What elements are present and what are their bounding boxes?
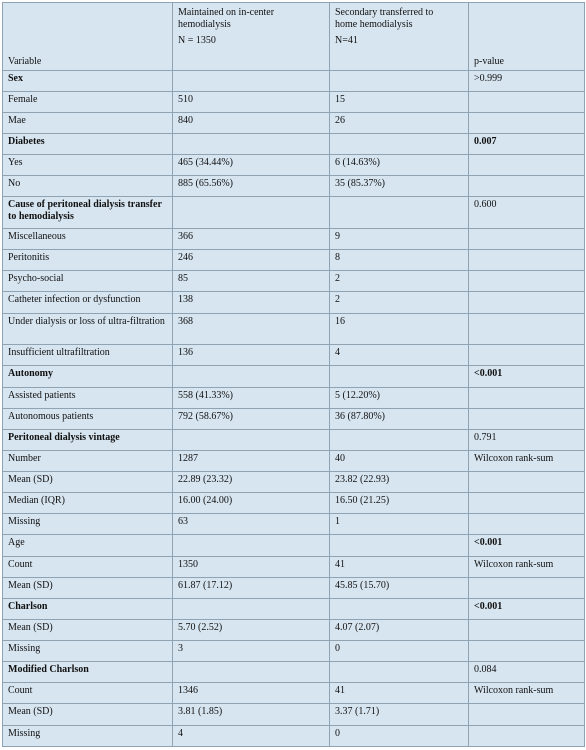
- row-label: Median (IQR): [3, 493, 173, 514]
- table-row: [3, 535, 585, 556]
- in-center-value: 510: [173, 91, 330, 112]
- p-value: <0.001: [469, 598, 585, 619]
- in-center-value: 1287: [173, 450, 330, 471]
- table-row: [3, 725, 585, 746]
- home-value: 23.82 (22.93): [330, 472, 469, 493]
- p-value: [469, 619, 585, 640]
- p-value: [469, 250, 585, 271]
- row-label: Peritoneal dialysis vintage: [3, 429, 173, 450]
- in-center-value: [173, 197, 330, 229]
- row-label: Mean (SD): [3, 704, 173, 725]
- p-value: [469, 292, 585, 313]
- in-center-value: 63: [173, 514, 330, 535]
- p-value: [469, 155, 585, 176]
- row-label: Yes: [3, 155, 173, 176]
- p-value: [469, 577, 585, 598]
- p-value: [469, 91, 585, 112]
- p-value: 0.791: [469, 429, 585, 450]
- in-center-value: 16.00 (24.00): [173, 493, 330, 514]
- row-label: Under dialysis or loss of ultra-filtration: [3, 313, 173, 345]
- row-label: Autonomy: [3, 366, 173, 387]
- p-value: Wilcoxon rank-sum: [469, 556, 585, 577]
- row-label: Count: [3, 683, 173, 704]
- row-label: Female: [3, 91, 173, 112]
- header-pvalue: [469, 3, 585, 71]
- p-value: [469, 345, 585, 366]
- row-label: Count: [3, 556, 173, 577]
- in-center-value: 465 (34.44%): [173, 155, 330, 176]
- row-label: Psycho-social: [3, 271, 173, 292]
- row-label: Miscellaneous: [3, 229, 173, 250]
- home-value: 2: [330, 292, 469, 313]
- header-row: [3, 3, 585, 71]
- home-value: [330, 366, 469, 387]
- in-center-value: 5.70 (2.52): [173, 619, 330, 640]
- in-center-value: 85: [173, 271, 330, 292]
- p-value: Wilcoxon rank-sum: [469, 450, 585, 471]
- in-center-value: 1346: [173, 683, 330, 704]
- table-row: [3, 704, 585, 725]
- in-center-value: 246: [173, 250, 330, 271]
- home-value: 1: [330, 514, 469, 535]
- in-center-value: 136: [173, 345, 330, 366]
- p-value: 0.600: [469, 197, 585, 229]
- table-row: [3, 197, 585, 229]
- table-row: [3, 556, 585, 577]
- p-value: [469, 271, 585, 292]
- p-value: [469, 112, 585, 133]
- table-row: [3, 450, 585, 471]
- in-center-value: [173, 598, 330, 619]
- row-label: Autonomous patients: [3, 408, 173, 429]
- table-row: [3, 134, 585, 155]
- header-col-in-center: [173, 3, 330, 71]
- row-label: Missing: [3, 725, 173, 746]
- home-value: [330, 197, 469, 229]
- row-label: Age: [3, 535, 173, 556]
- p-value: [469, 313, 585, 345]
- row-label: Diabetes: [3, 134, 173, 155]
- home-value: [330, 429, 469, 450]
- home-value: 0: [330, 641, 469, 662]
- row-label: Cause of peritoneal dialysis transfer to hemodialysis: [3, 197, 173, 229]
- row-label: Missing: [3, 641, 173, 662]
- table-row: [3, 250, 585, 271]
- in-center-value: 61.87 (17.12): [173, 577, 330, 598]
- table-row: [3, 514, 585, 535]
- p-value: [469, 641, 585, 662]
- row-label: Mean (SD): [3, 619, 173, 640]
- table-row: [3, 229, 585, 250]
- p-value: [469, 725, 585, 746]
- home-value: 3.37 (1.71): [330, 704, 469, 725]
- table-row: [3, 345, 585, 366]
- home-value: 16: [330, 313, 469, 345]
- table-row: [3, 366, 585, 387]
- p-value: [469, 514, 585, 535]
- p-value: [469, 176, 585, 197]
- home-value: 16.50 (21.25): [330, 493, 469, 514]
- row-label: Mae: [3, 112, 173, 133]
- home-value: [330, 598, 469, 619]
- p-value: 0.007: [469, 134, 585, 155]
- p-value: [469, 229, 585, 250]
- in-center-value: 138: [173, 292, 330, 313]
- p-value: <0.001: [469, 535, 585, 556]
- home-value: [330, 134, 469, 155]
- header-col1-n: N = 1350: [178, 35, 216, 46]
- home-value: 35 (85.37%): [330, 176, 469, 197]
- home-value: 6 (14.63%): [330, 155, 469, 176]
- home-value: 0: [330, 725, 469, 746]
- p-value: [469, 387, 585, 408]
- table-row: [3, 472, 585, 493]
- home-value: 4.07 (2.07): [330, 619, 469, 640]
- home-value: 8: [330, 250, 469, 271]
- p-value: [469, 493, 585, 514]
- table-row: [3, 70, 585, 91]
- table-row: [3, 641, 585, 662]
- home-value: [330, 70, 469, 91]
- table-row: [3, 429, 585, 450]
- in-center-value: [173, 535, 330, 556]
- home-value: 41: [330, 683, 469, 704]
- home-value: 4: [330, 345, 469, 366]
- home-value: 15: [330, 91, 469, 112]
- header-col2-line2: home hemodialysis: [335, 19, 413, 30]
- in-center-value: 368: [173, 313, 330, 345]
- table-row: [3, 493, 585, 514]
- table-row: [3, 408, 585, 429]
- p-value: [469, 408, 585, 429]
- table-row: [3, 662, 585, 683]
- table-row: [3, 577, 585, 598]
- row-label: Catheter infection or dysfunction: [3, 292, 173, 313]
- home-value: 26: [330, 112, 469, 133]
- home-value: 40: [330, 450, 469, 471]
- row-label: Number: [3, 450, 173, 471]
- home-value: 36 (87.80%): [330, 408, 469, 429]
- in-center-value: 366: [173, 229, 330, 250]
- in-center-value: [173, 70, 330, 91]
- row-label: Mean (SD): [3, 577, 173, 598]
- header-col1-line1: Maintained on in-center: [178, 7, 275, 18]
- in-center-value: [173, 429, 330, 450]
- in-center-value: 4: [173, 725, 330, 746]
- row-label: Missing: [3, 514, 173, 535]
- p-value: <0.001: [469, 366, 585, 387]
- home-value: 45.85 (15.70): [330, 577, 469, 598]
- in-center-value: 1350: [173, 556, 330, 577]
- table-row: [3, 619, 585, 640]
- p-value: [469, 704, 585, 725]
- row-label: Mean (SD): [3, 472, 173, 493]
- row-label: Modified Charlson: [3, 662, 173, 683]
- table-row: [3, 387, 585, 408]
- table-row: [3, 313, 585, 345]
- header-pvalue-label: p-value: [474, 55, 504, 67]
- home-value: [330, 535, 469, 556]
- table-row: [3, 598, 585, 619]
- comparison-table: [2, 2, 585, 747]
- home-value: [330, 662, 469, 683]
- in-center-value: 3: [173, 641, 330, 662]
- p-value: 0.084: [469, 662, 585, 683]
- home-value: 9: [330, 229, 469, 250]
- in-center-value: [173, 134, 330, 155]
- table-row: [3, 91, 585, 112]
- in-center-value: 558 (41.33%): [173, 387, 330, 408]
- header-variable-label: Variable: [8, 55, 42, 67]
- table-row: [3, 271, 585, 292]
- header-col-home: [330, 3, 469, 71]
- row-label: Assisted patients: [3, 387, 173, 408]
- p-value: [469, 472, 585, 493]
- in-center-value: 840: [173, 112, 330, 133]
- row-label: Sex: [3, 70, 173, 91]
- header-variable: [3, 3, 173, 71]
- in-center-value: 885 (65.56%): [173, 176, 330, 197]
- row-label: No: [3, 176, 173, 197]
- row-label: Peritonitis: [3, 250, 173, 271]
- header-col2-line1: Secondary transferred to: [335, 7, 434, 18]
- table-row: [3, 112, 585, 133]
- table-row: [3, 683, 585, 704]
- row-label: Charlson: [3, 598, 173, 619]
- in-center-value: [173, 366, 330, 387]
- header-col1-line2: hemodialysis: [178, 19, 231, 30]
- home-value: 2: [330, 271, 469, 292]
- row-label: Insufficient ultrafiltration: [3, 345, 173, 366]
- table-body: [3, 3, 585, 747]
- in-center-value: 3.81 (1.85): [173, 704, 330, 725]
- home-value: 5 (12.20%): [330, 387, 469, 408]
- in-center-value: 22.89 (23.32): [173, 472, 330, 493]
- table-row: [3, 176, 585, 197]
- table-row: [3, 155, 585, 176]
- in-center-value: [173, 662, 330, 683]
- header-col2-n: N=41: [335, 35, 358, 46]
- table-row: [3, 292, 585, 313]
- in-center-value: 792 (58.67%): [173, 408, 330, 429]
- home-value: 41: [330, 556, 469, 577]
- p-value: Wilcoxon rank-sum: [469, 683, 585, 704]
- p-value: >0.999: [469, 70, 585, 91]
